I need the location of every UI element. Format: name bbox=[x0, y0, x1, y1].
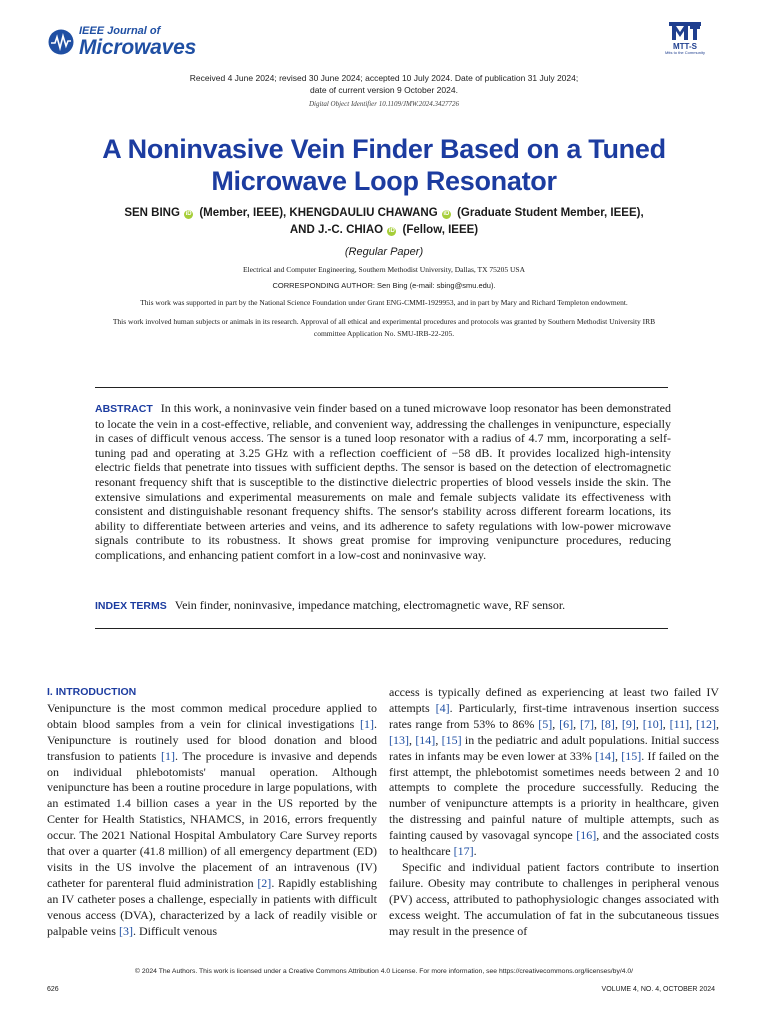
page-number: 626 bbox=[47, 986, 59, 993]
mtts-emblem-icon bbox=[668, 20, 702, 42]
citation-link[interactable]: [14] bbox=[415, 732, 436, 747]
citation-link[interactable]: [4] bbox=[435, 700, 450, 715]
ethics-note: This work involved human subjects or animals in its research. Approval of all ethical and experimental procedures and protocols was granted by Southern Methodist University IRB committee Application No. SMU-IRB-22-205. bbox=[112, 317, 656, 338]
citation-link[interactable]: [1] bbox=[160, 748, 175, 763]
citation-link[interactable]: [15] bbox=[621, 748, 642, 763]
index-terms bbox=[95, 598, 671, 614]
citation-link[interactable]: [2] bbox=[257, 875, 272, 890]
index-terms-text: Vein finder, noninvasive, impedance matching, electromagnetic wave, RF sensor. bbox=[174, 598, 566, 612]
journal-emblem-icon bbox=[47, 28, 75, 56]
citation-link[interactable]: [1] bbox=[360, 716, 374, 731]
orcid-icon[interactable]: iD bbox=[185, 211, 192, 217]
society-tagline: Mtts to the Community bbox=[664, 50, 705, 55]
citation-link[interactable]: [10] bbox=[642, 716, 663, 731]
journal-logo bbox=[47, 26, 196, 58]
citation-link[interactable]: [12] bbox=[696, 716, 717, 731]
abstract-bottom-rule bbox=[95, 628, 668, 629]
affiliation: Electrical and Computer Engineering, Southern Methodist University, Dallas, TX 75205 USA bbox=[242, 265, 526, 274]
author-name: SEN BING bbox=[124, 207, 180, 219]
abstract-label: ABSTRACT bbox=[95, 403, 153, 415]
orcid-icon[interactable]: iD bbox=[443, 211, 450, 217]
journal-name-small: IEEE Journal of bbox=[79, 25, 161, 37]
body-paragraph: access is typically defined as experiencing at least two failed IV attempts [4]. Particularly, first-time intravenous insertion success rates range from 53% to 86% [5], [6], [7], [8], [9], [10], [11], [12], [13], [14], [15] in the pediatric and adult populations. Initial success rates in infants may be even lower at 33% [14], [15]. If failed on the first attempt, the phlebotomist sometimes needs between 2 and 10 attempts to complete the procedure successfully. Reducing the number of venipuncture attempts is a priority in healthcare, given the distressing and painful nature of multiple attempts, such as fainting caused by vasovagal syncope [16], and the associated costs to healthcare [17]. bbox=[389, 685, 720, 859]
mtts-logo bbox=[654, 20, 716, 55]
author-list: SEN BING iD (Member, IEEE), KHENGDAULIU CHAWANG iD (Graduate Student Member, IEEE), AND J.-C. CHIAO iD (Fellow, IEEE) bbox=[124, 207, 644, 236]
citation-link[interactable]: [13] bbox=[389, 732, 409, 747]
citation-link[interactable]: [16] bbox=[576, 828, 597, 843]
body-column-right bbox=[389, 685, 719, 940]
citation-link[interactable]: [17] bbox=[453, 844, 474, 859]
citation-link[interactable]: [9] bbox=[621, 716, 636, 731]
index-terms-label: INDEX TERMS bbox=[95, 600, 167, 612]
license-note: © 2024 The Authors. This work is licensed under a Creative Commons Attribution 4.0 License. For more information, see https://creativecommons.org/licenses/by/4.0/ bbox=[134, 968, 634, 975]
citation-link[interactable]: [11] bbox=[669, 716, 690, 731]
citation-link[interactable]: [5] bbox=[538, 716, 553, 731]
corresponding-author: CORRESPONDING AUTHOR: Sen Bing (e-mail: sbing@smu.edu). bbox=[272, 281, 496, 290]
doi: Digital Object Identifier 10.1109/JMW.2024.3427726 bbox=[308, 100, 460, 108]
author-name: AND J.-C. CHIAO bbox=[289, 224, 384, 236]
citation-link[interactable]: [8] bbox=[600, 716, 615, 731]
citation-link[interactable]: [7] bbox=[580, 716, 595, 731]
citation-link[interactable]: [14] bbox=[595, 748, 616, 763]
citation-link[interactable]: [15] bbox=[441, 732, 462, 747]
citation-link[interactable]: [3] bbox=[118, 923, 133, 938]
body-paragraph: Venipuncture is the most common medical procedure applied to obtain blood samples from a vein for clinical investigations [1]. Venipuncture is routinely used for blood donation and blood transfusion to patients [1]. The procedure is invasive and depends on individual phlebotomists' manual operation. Although venipuncture has been a routine procedure in large populations, with an estimated 1.4 billion cases a year in the US reported by the Center for Health Statistics, NHAMCS, in 2016, errors frequently occur. The 2021 National Hospital Ambulatory Care Survey reports that over a quarter (41.8 million) of all emergency department (ED) visits in the US involve the placement of an intravenous (IV) catheter for parenteral fluid administration [2]. Rapidly establishing an IV catheter poses a challenge, especially in patients with difficult venous access (DVA), characterized by a lack of readily visible or palpable veins [3]. Difficult venous bbox=[47, 700, 377, 938]
body-column-left bbox=[47, 685, 377, 940]
citation-link[interactable]: [6] bbox=[559, 716, 574, 731]
volume-info: VOLUME 4, NO. 4, OCTOBER 2024 bbox=[601, 986, 715, 993]
journal-name: Microwaves bbox=[79, 36, 197, 59]
body-paragraph: Specific and individual patient factors contribute to insertion failure. Obesity may contribute to challenges in peripheral venous (PV) access, attributed to pathophysiologic changes associated with excess weight. The accumulation of fat in the subcutaneous tissues may result in the presence of bbox=[389, 859, 719, 938]
orcid-icon[interactable]: iD bbox=[388, 228, 395, 234]
abstract-top-rule bbox=[95, 387, 668, 388]
section-heading: I. INTRODUCTION bbox=[47, 686, 137, 698]
society-name: MTT-S bbox=[673, 42, 697, 51]
abstract-text: In this work, a noninvasive vein finder based on a tuned microwave loop resonator has been demonstrated to locate the vein in a cost-effective, reliable, and convenient way, addressing the challenges in venipuncture, especially in cases of difficult venous access. The sensor is a tuned loop resonator with a radius of 4.7 mm, incorporating a self-tuning pad and operating at 3.25 GHz with a reflection coefficient of −58 dB. It provides localized high-intensity electric fields that penetrate into tissues with sufficient depths. The sensor is based on the detection of electromagnetic resonant frequency shift that is susceptible to the distinctive dielectric properties of blood vessels inside the skin. The extensive simulations and experimental measurements on male and female subjects validate its effectiveness with consistent and distinguishable resonant frequency shifts. The sensor's stability across different forearm locations, its ability to differentiate between arteries and veins, and its adherence to safety regulations with low-power microwave signals contribute to its robustness. It shows great promise for improving venipuncture procedures, reducing complications, and enhancing patient comfort in a low-cost and noninvasive way. bbox=[95, 401, 671, 562]
paper-type: (Regular Paper) bbox=[344, 246, 424, 258]
funding-note: This work was supported in part by the National Science Foundation under Grant ENG-CMMI-1929953, and in part by Mary and Richard Templeton endowment. bbox=[140, 298, 628, 307]
paper-title: A Noninvasive Vein Finder Based on a Tuned Microwave Loop Resonator bbox=[102, 134, 666, 196]
publication-dates: Received 4 June 2024; revised 30 June 2024; accepted 10 July 2024. Date of publication 31 July 2024; date of current version 9 October 2024. bbox=[189, 73, 579, 95]
abstract bbox=[95, 401, 671, 563]
